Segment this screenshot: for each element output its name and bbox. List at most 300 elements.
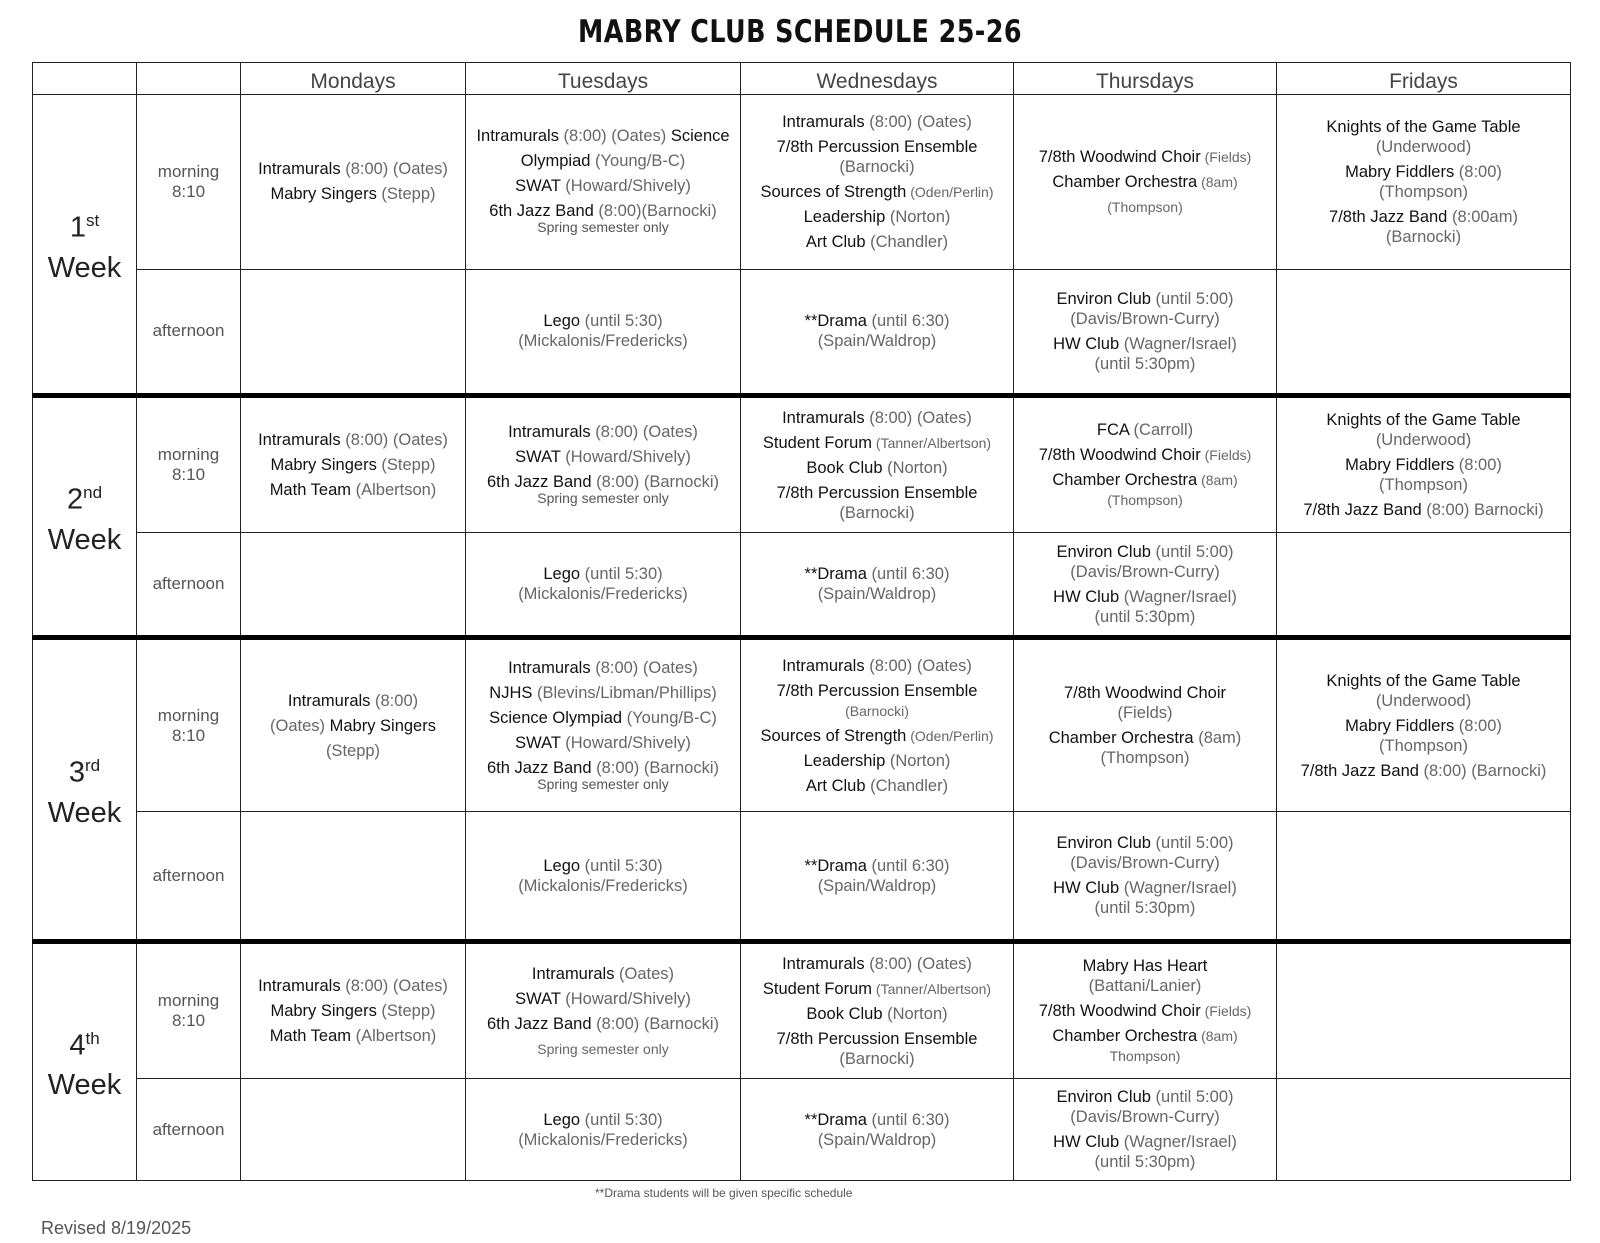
club-entry: [245, 184, 461, 204]
club-entry: [1281, 761, 1566, 781]
club-detail: (Davis/Brown-Curry): [1070, 854, 1220, 873]
club-detail: (Mickalonis/Fredericks): [518, 1130, 688, 1149]
club-name: 7/8th Percussion Ensemble: [776, 681, 978, 700]
club-detail: (Young/B-C): [590, 152, 686, 171]
morning-slot-label: [137, 396, 241, 533]
week-ordinal-suffix: st: [85, 210, 100, 230]
club-name: Intramurals: [258, 977, 341, 996]
club-detail-small: (Barnocki): [845, 702, 909, 719]
club-detail: (until 5:30pm): [1094, 354, 1196, 373]
club-entry: [245, 1001, 461, 1021]
club-entry: [745, 656, 1009, 676]
club-detail: (until 6:30): [866, 1110, 950, 1129]
week-number: 1: [69, 211, 86, 244]
header-blank-week: [33, 63, 137, 95]
club-detail: (Chandler): [865, 776, 949, 795]
week-word: Week: [47, 1069, 122, 1102]
club-entry: [245, 455, 461, 475]
slot-name: morning: [157, 705, 220, 725]
club-detail: (until 5:30): [580, 312, 663, 331]
club-name: 6th Jazz Band: [486, 1014, 592, 1033]
club-entry: [745, 207, 1009, 227]
club-detail: (Howard/Shively): [560, 177, 691, 196]
club-entry: [1281, 671, 1566, 711]
header-day: Fridays: [1277, 63, 1571, 95]
schedule-cell: [741, 1079, 1014, 1181]
club-detail: (8:00) (Barnocki): [1418, 761, 1547, 780]
club-entry: [245, 741, 461, 761]
slot-name: morning: [157, 991, 220, 1011]
club-detail-small: (8am): [1197, 1028, 1238, 1045]
club-entry: [1281, 117, 1566, 157]
club-detail: (Stepp): [325, 741, 381, 760]
club-detail: (Thompson): [1107, 198, 1183, 215]
afternoon-slot-label: afternoon: [137, 1079, 241, 1181]
club-name: Leadership: [803, 207, 886, 226]
club-detail: (8:00) (Oates): [864, 656, 972, 675]
club-name: SWAT: [515, 448, 561, 467]
schedule-cell: [241, 638, 466, 812]
club-entry: [1018, 1132, 1272, 1172]
club-detail-small: Thompson): [1109, 1048, 1181, 1065]
club-detail: (Chandler): [865, 232, 949, 251]
club-name: SWAT: [515, 733, 561, 752]
club-name: Chamber Orchestra: [1048, 729, 1194, 748]
club-entry: [1281, 162, 1566, 202]
club-detail: (Wagner/Israel): [1119, 879, 1237, 898]
club-name: Art Club: [805, 232, 866, 251]
club-name: Student Forum: [762, 979, 873, 998]
schedule-cell: [466, 533, 741, 638]
schedule-cell: [741, 533, 1014, 638]
club-entry: [470, 683, 736, 703]
header-day: Wednesdays: [741, 63, 1014, 95]
club-detail: (Barnocki): [1385, 227, 1462, 246]
club-detail: (Stepp): [376, 456, 436, 475]
club-name: **Drama: [804, 565, 867, 584]
morning-slot-label: [137, 638, 241, 812]
club-entry: [470, 964, 736, 984]
club-detail: (until 5:00): [1150, 834, 1234, 853]
club-detail: (Spain/Waldrop): [817, 876, 937, 895]
club-detail: (Underwood): [1375, 691, 1472, 710]
schedule-cell: [1277, 396, 1571, 533]
club-entry: [745, 1029, 1009, 1069]
club-detail: (Spain/Waldrop): [817, 1130, 937, 1149]
club-entry: [745, 311, 1009, 351]
club-name: Sources of Strength: [760, 182, 907, 201]
club-entry: [1018, 172, 1272, 192]
club-detail-small: (Fields): [1200, 447, 1252, 464]
schedule-cell: [1014, 269, 1277, 396]
club-entry: [745, 408, 1009, 428]
club-detail: (8am): [1193, 729, 1242, 748]
schedule-cell: [1014, 533, 1277, 638]
club-detail: (Davis/Brown-Curry): [1070, 562, 1220, 581]
club-entry: [745, 182, 1009, 202]
club-entry: [1018, 147, 1272, 167]
club-detail: (until 5:30): [580, 565, 663, 584]
club-detail: (Spain/Waldrop): [817, 332, 937, 351]
week-label: [33, 396, 137, 638]
club-detail: (until 5:30pm): [1094, 1153, 1196, 1172]
club-detail: Spring semester only: [537, 1040, 669, 1057]
club-name: Knights of the Game Table: [1326, 411, 1521, 430]
schedule-cell: [466, 269, 741, 396]
week-number: 3: [68, 756, 85, 789]
schedule-cell: [741, 95, 1014, 269]
club-name: Knights of the Game Table: [1326, 117, 1521, 136]
club-name: Intramurals: [782, 656, 865, 675]
club-entry: [1018, 1087, 1272, 1127]
club-detail: (Howard/Shively): [560, 448, 691, 467]
club-detail: (Thompson): [1100, 749, 1190, 768]
week-morning-row: [33, 638, 1571, 812]
club-name: 7/8th Woodwind Choir: [1038, 446, 1201, 465]
schedule-cell: [466, 1079, 741, 1181]
club-name: Mabry Has Heart: [1082, 957, 1208, 976]
club-entry: [745, 433, 1009, 453]
club-entry: [1018, 542, 1272, 582]
club-detail: (until 5:30): [580, 856, 663, 875]
schedule-cell: [1277, 1079, 1571, 1181]
club-entry: [745, 751, 1009, 771]
schedule-cell: [1277, 942, 1571, 1079]
club-name: Math Team: [269, 481, 352, 500]
club-detail: (8:00) (Oates): [864, 408, 972, 427]
club-detail: (until 5:30pm): [1094, 607, 1196, 626]
club-detail: (Fields): [1117, 704, 1173, 723]
club-name: Lego: [543, 565, 581, 584]
club-entry: [245, 716, 461, 736]
club-detail: (Stepp): [376, 185, 436, 204]
club-name: 7/8th Percussion Ensemble: [776, 483, 978, 502]
club-entry: [470, 758, 736, 794]
club-entry: [245, 976, 461, 996]
club-entry: [245, 480, 461, 500]
club-detail: (Carroll): [1128, 421, 1194, 440]
club-detail: (until 5:00): [1150, 289, 1234, 308]
club-detail: (8:00) (Oates): [864, 112, 972, 131]
club-entry: [1018, 956, 1272, 996]
club-detail: (Mickalonis/Fredericks): [518, 585, 688, 604]
club-entry: [470, 1110, 736, 1150]
club-entry: [470, 447, 736, 467]
schedule-cell: [741, 812, 1014, 942]
club-detail: (Norton): [882, 458, 948, 477]
club-detail: (Stepp): [376, 1002, 436, 1021]
schedule-cell: [741, 638, 1014, 812]
header-blank-slot: [137, 63, 241, 95]
club-detail: (Thompson): [1379, 736, 1468, 755]
club-entry: [745, 137, 1009, 177]
schedule-cell: [1277, 95, 1571, 269]
club-detail-small: (Thompson): [1107, 492, 1183, 509]
club-detail: (8:00am): [1447, 207, 1518, 226]
club-name: Olympiad: [520, 152, 591, 171]
club-entry: [470, 658, 736, 678]
club-detail: (8:00) (Oates): [340, 160, 448, 179]
club-detail-small: (Tanner/Albertson): [872, 434, 992, 451]
club-detail: (Barnocki): [839, 157, 915, 176]
club-detail-small: (Tanner/Albertson): [872, 980, 992, 997]
schedule-cell: [241, 1079, 466, 1181]
club-detail-small: (Fields): [1200, 148, 1252, 165]
club-name: Science: [670, 127, 730, 146]
week-ordinal-suffix: th: [85, 1028, 100, 1048]
morning-slot-label: [137, 942, 241, 1079]
club-entry: [745, 1110, 1009, 1150]
club-entry: [1018, 1026, 1272, 1066]
club-entry: [745, 112, 1009, 132]
club-entry: [1018, 587, 1272, 627]
schedule-cell: [241, 812, 466, 942]
club-name: SWAT: [515, 989, 561, 1008]
club-detail: (Barnocki): [839, 503, 915, 522]
club-entry: [470, 564, 736, 604]
club-entry: [1281, 207, 1566, 247]
club-name: Intramurals: [782, 112, 865, 131]
week-word: Week: [47, 796, 122, 829]
club-entry: [470, 422, 736, 442]
club-entry: [1018, 334, 1272, 374]
club-name: Mabry Singers: [270, 185, 377, 204]
slot-name: morning: [157, 161, 220, 181]
club-entry: [245, 430, 461, 450]
week-afternoon-row: [33, 1079, 1571, 1181]
club-entry: [1018, 683, 1272, 723]
club-name: 7/8th Woodwind Choir: [1038, 1002, 1201, 1021]
club-entry: [1018, 878, 1272, 918]
schedule-cell: [1277, 638, 1571, 812]
club-entry: [1281, 716, 1566, 756]
revised-date: Revised 8/19/2025: [41, 1218, 192, 1238]
club-detail: (8:00) Barnocki): [1421, 501, 1544, 520]
club-name: Mabry Fiddlers: [1345, 716, 1455, 735]
club-name: Student Forum: [762, 433, 873, 452]
club-name: Lego: [543, 856, 581, 875]
club-name: 7/8th Woodwind Choir: [1038, 147, 1201, 166]
week-afternoon-row: [33, 812, 1571, 942]
club-detail: (Mickalonis/Fredericks): [518, 332, 688, 351]
club-detail: (Howard/Shively): [560, 733, 691, 752]
club-detail: (8:00) (Oates): [340, 431, 448, 450]
club-name: Leadership: [803, 751, 886, 770]
club-name: Math Team: [269, 1027, 352, 1046]
club-name: FCA: [1096, 421, 1129, 440]
schedule-cell: [1014, 638, 1277, 812]
club-name: 7/8th Jazz Band: [1329, 207, 1448, 226]
club-name: Book Club: [806, 458, 883, 477]
schedule-cell: [1014, 812, 1277, 942]
club-detail: (Wagner/Israel): [1119, 587, 1237, 606]
club-entry: [245, 159, 461, 179]
club-name: Intramurals: [258, 160, 341, 179]
club-name: 7/8th Percussion Ensemble: [776, 137, 978, 156]
club-name: 6th Jazz Band: [486, 758, 592, 777]
header-day: Mondays: [241, 63, 466, 95]
schedule-cell: [241, 396, 466, 533]
club-name: Mabry Singers: [270, 1002, 377, 1021]
schedule-cell: [241, 942, 466, 1079]
club-entry: [470, 1014, 736, 1034]
club-detail: (Thompson): [1379, 182, 1468, 201]
club-entry: [745, 776, 1009, 796]
week-number: 4: [69, 1029, 86, 1062]
club-detail: (Underwood): [1375, 137, 1472, 156]
week-number: 2: [66, 483, 84, 516]
club-name: 7/8th Jazz Band: [1303, 501, 1422, 520]
club-detail: (Blevins/Libman/Phillips): [532, 683, 717, 702]
club-name: HW Club: [1053, 879, 1120, 898]
schedule-cell: [241, 269, 466, 396]
club-detail: (8:00) (Oates): [590, 423, 698, 442]
schedule-cell: [1014, 396, 1277, 533]
club-name: Mabry Fiddlers: [1345, 162, 1455, 181]
club-detail: (8:00) (Oates): [864, 954, 972, 973]
week-word: Week: [47, 251, 122, 284]
club-name: Art Club: [805, 776, 866, 795]
club-name: 7/8th Woodwind Choir: [1063, 684, 1227, 703]
schedule-cell: [241, 533, 466, 638]
club-entry: [470, 126, 736, 146]
club-name: Environ Club: [1056, 289, 1151, 308]
week-word: Week: [47, 523, 122, 556]
footnote: **Drama students will be given specific schedule: [595, 1186, 853, 1200]
schedule-cell: [466, 812, 741, 942]
club-name: Mabry Singers: [270, 456, 377, 475]
club-detail: (Norton): [885, 207, 951, 226]
club-entry: [1018, 197, 1272, 217]
club-entry: [470, 201, 736, 237]
club-entry: [470, 989, 736, 1009]
club-detail: (Young/B-C): [622, 708, 717, 727]
club-name: Chamber Orchestra: [1052, 471, 1198, 490]
schedule-cell: [466, 942, 741, 1079]
club-entry: [745, 726, 1009, 746]
club-entry: [470, 856, 736, 896]
club-name: Intramurals: [287, 691, 371, 710]
week-label: [33, 95, 137, 396]
club-detail: (Oates): [614, 964, 675, 983]
club-detail-small: (Oden/Perlin): [906, 183, 994, 200]
afternoon-slot-label: afternoon: [137, 812, 241, 942]
club-name: Intramurals: [258, 431, 341, 450]
club-detail: (Mickalonis/Fredericks): [518, 876, 688, 895]
schedule-cell: [1014, 1079, 1277, 1181]
club-detail: (Underwood): [1375, 431, 1472, 450]
club-entry: [745, 681, 1009, 721]
club-entry: [470, 176, 736, 196]
club-detail: (Davis/Brown-Curry): [1070, 309, 1220, 328]
club-detail-small: (Fields): [1200, 1003, 1252, 1020]
club-detail: (until 6:30): [866, 312, 950, 331]
club-name: Intramurals: [476, 127, 559, 146]
schedule-cell: [1277, 269, 1571, 396]
club-entry: [745, 856, 1009, 896]
slot-time: 8:10: [171, 181, 206, 201]
club-detail: (Albertson): [351, 481, 437, 500]
club-name: SWAT: [515, 177, 561, 196]
schedule-cell: [741, 396, 1014, 533]
club-name: NJHS: [489, 683, 533, 702]
club-entry: [745, 979, 1009, 999]
club-entry: [245, 1026, 461, 1046]
club-detail: (8:00) (Barnocki): [591, 758, 720, 777]
club-name: 7/8th Jazz Band: [1300, 761, 1419, 780]
club-detail: (Norton): [882, 1004, 948, 1023]
club-entry: [745, 564, 1009, 604]
club-detail: (until 5:30): [580, 1110, 663, 1129]
slot-name: morning: [157, 445, 220, 465]
club-detail: (Oates): [270, 716, 330, 735]
club-entry: [745, 458, 1009, 478]
schedule-cell: [1277, 533, 1571, 638]
club-entry: [745, 232, 1009, 252]
club-name: Intramurals: [508, 658, 591, 677]
semester-note: Spring semester only: [537, 219, 669, 236]
club-name: Lego: [543, 1110, 581, 1129]
semester-note: Spring semester only: [537, 490, 669, 507]
club-name: Mabry Fiddlers: [1345, 456, 1455, 475]
club-name: Book Club: [806, 1004, 883, 1023]
club-name: Environ Club: [1056, 542, 1151, 561]
schedule-cell: [466, 638, 741, 812]
club-detail: (Wagner/Israel): [1119, 1133, 1237, 1152]
club-entry: [1018, 728, 1272, 768]
club-detail: (8:00) (Oates): [558, 127, 671, 146]
afternoon-slot-label: afternoon: [137, 533, 241, 638]
club-detail: (8:00) (Oates): [340, 977, 448, 996]
club-detail: (Davis/Brown-Curry): [1070, 1108, 1220, 1127]
club-name: HW Club: [1053, 587, 1120, 606]
club-detail: (8:00) (Barnocki): [591, 1014, 720, 1033]
semester-note: Spring semester only: [537, 775, 669, 792]
club-entry: [470, 708, 736, 728]
club-detail: (8:00): [1454, 162, 1502, 181]
week-morning-row: [33, 396, 1571, 533]
schedule-cell: [741, 942, 1014, 1079]
club-detail: (8:00): [370, 691, 419, 710]
slot-time: 8:10: [171, 725, 206, 745]
club-name: Environ Club: [1056, 834, 1151, 853]
schedule-cell: [466, 396, 741, 533]
week-morning-row: [33, 95, 1571, 269]
club-detail: (Spain/Waldrop): [817, 585, 937, 604]
club-entry: [470, 733, 736, 753]
club-entry: [1018, 1001, 1272, 1021]
week-afternoon-row: [33, 269, 1571, 396]
club-entry: [1281, 455, 1566, 495]
club-name: Science Olympiad: [489, 708, 623, 727]
club-name: Knights of the Game Table: [1326, 671, 1521, 690]
club-name: Environ Club: [1056, 1088, 1151, 1107]
club-name: HW Club: [1053, 334, 1120, 353]
club-name: Mabry Singers: [329, 716, 436, 735]
club-name: **Drama: [804, 1110, 867, 1129]
club-detail: (until 5:00): [1150, 542, 1234, 561]
club-detail-small: (8am): [1197, 472, 1238, 489]
slot-time: 8:10: [171, 465, 206, 485]
club-entry: [245, 691, 461, 711]
week-morning-row: [33, 942, 1571, 1079]
club-name: Intramurals: [782, 408, 865, 427]
club-detail: (until 5:30pm): [1094, 899, 1196, 918]
club-name: **Drama: [804, 856, 867, 875]
club-detail: (until 5:00): [1150, 1088, 1234, 1107]
club-entry: [745, 483, 1009, 523]
club-detail: (8:00): [1454, 716, 1502, 735]
